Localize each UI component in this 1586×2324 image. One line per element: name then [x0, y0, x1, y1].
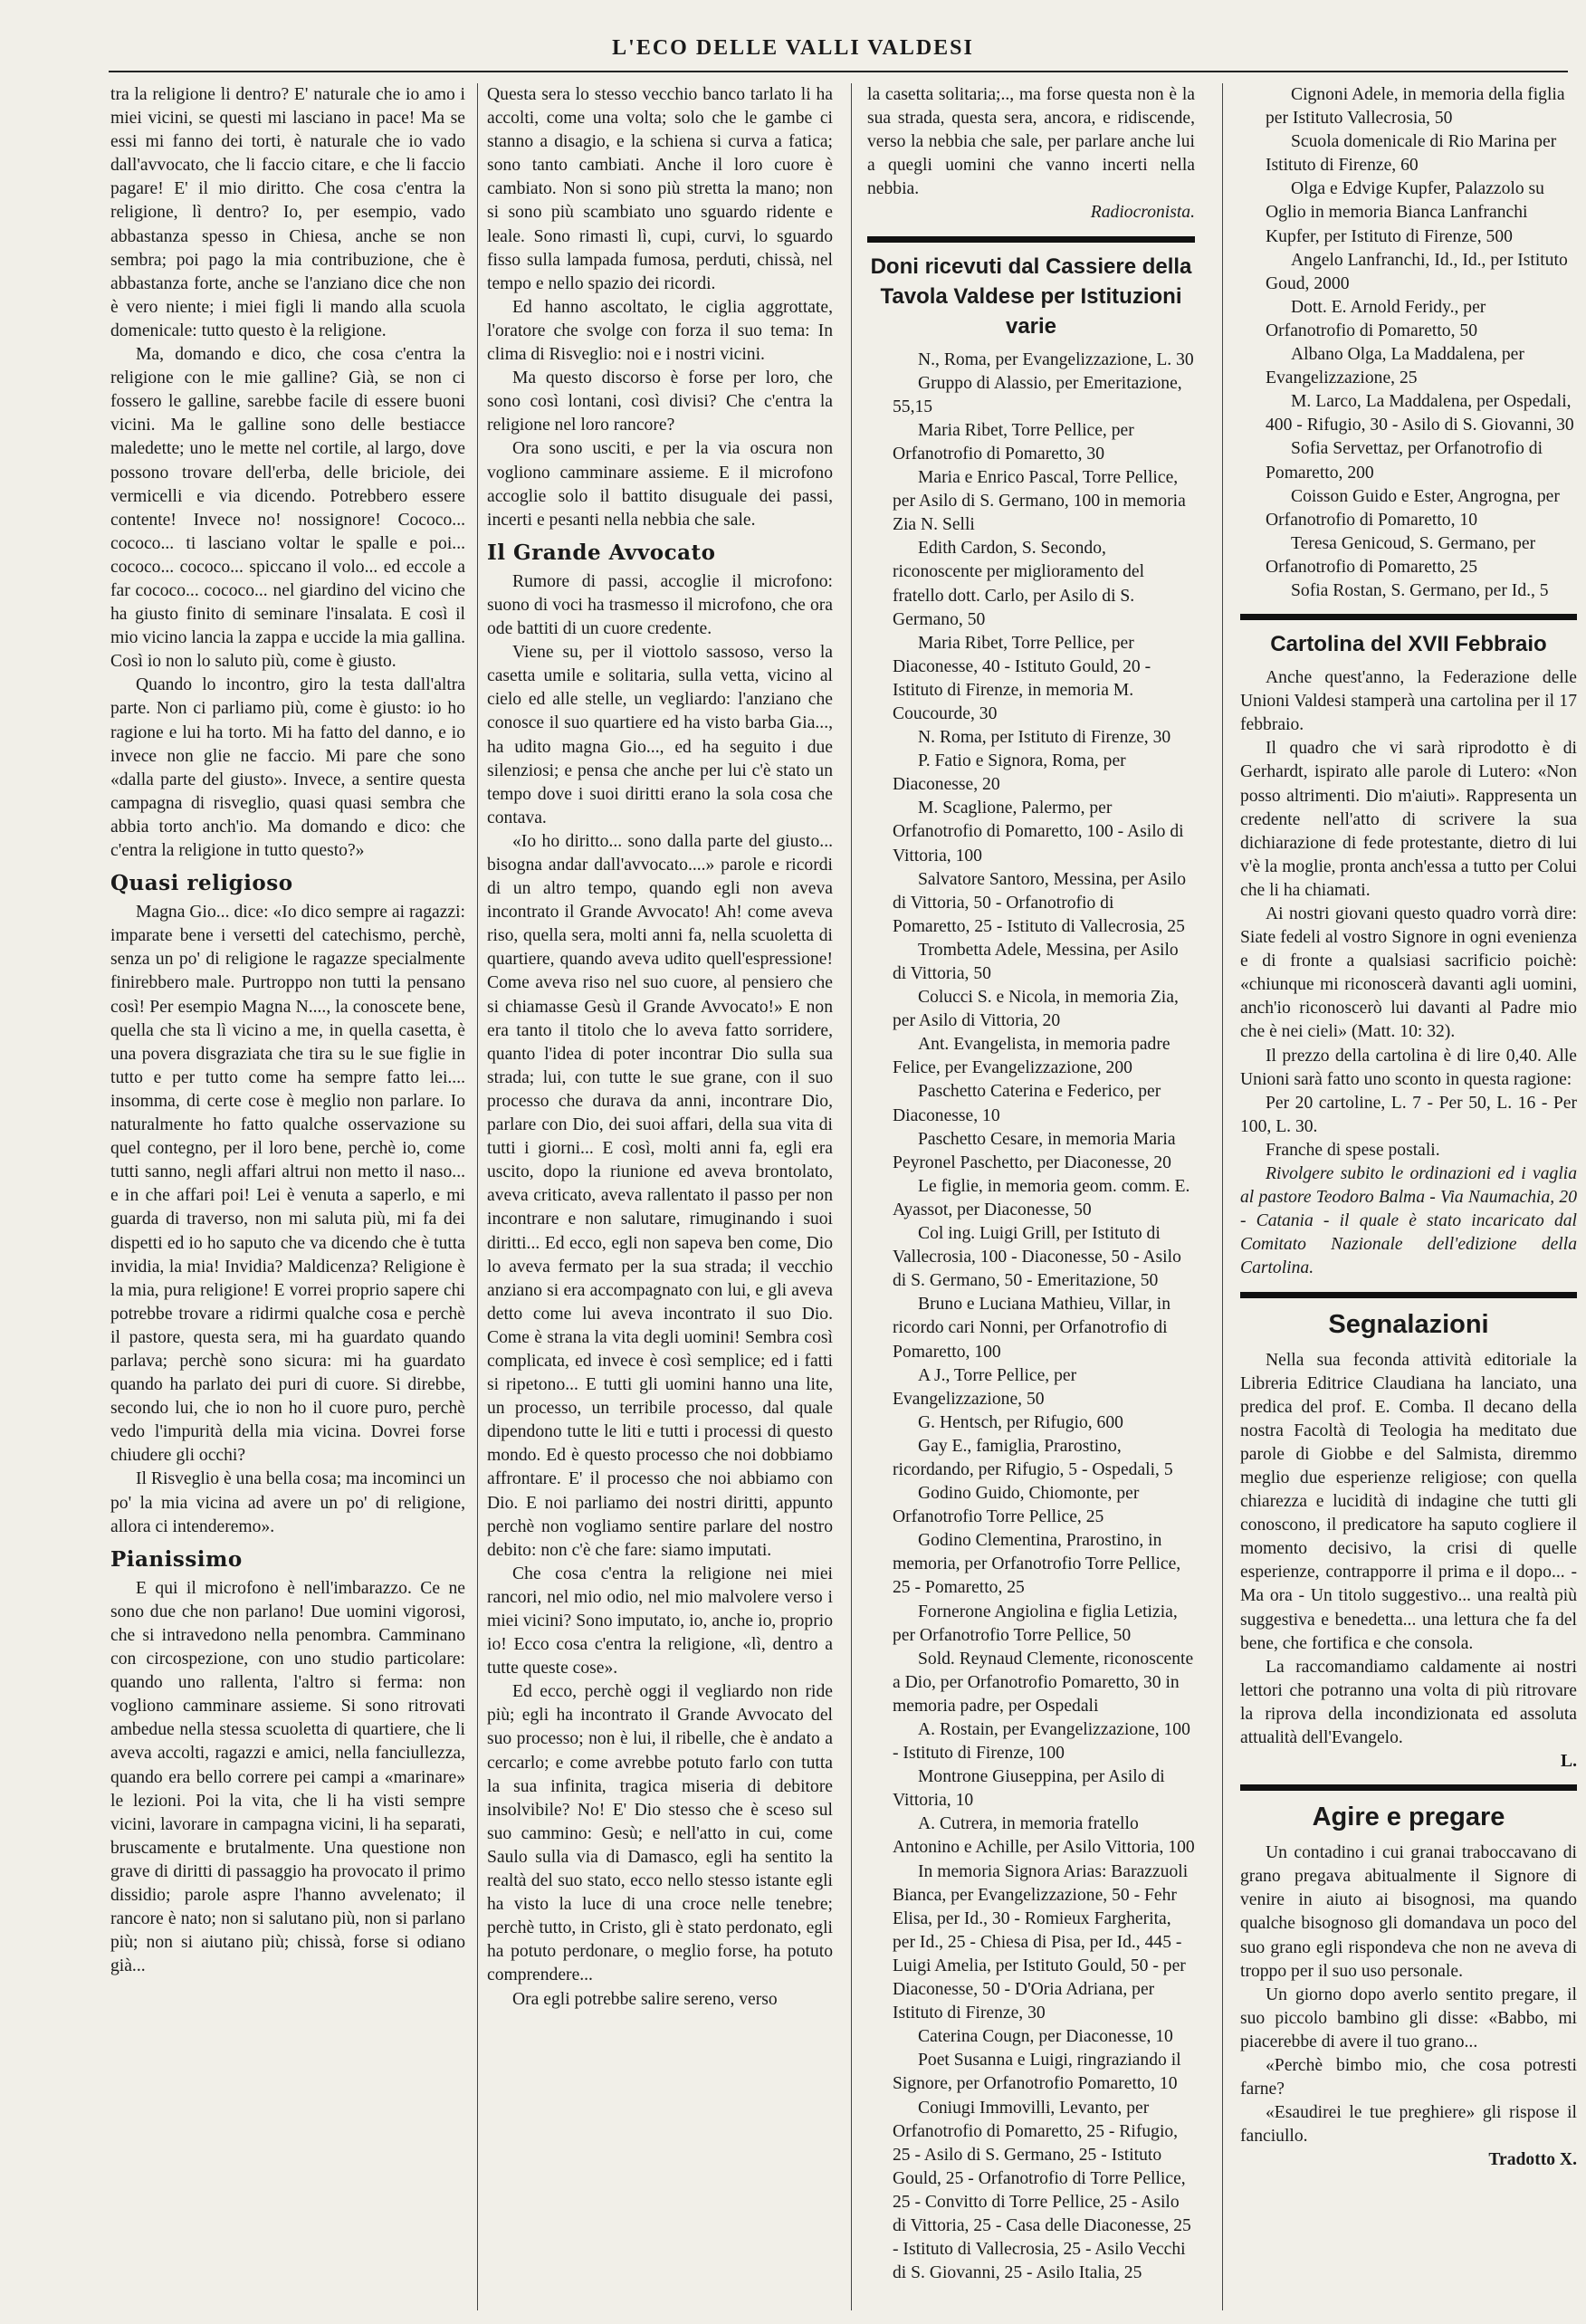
- article-paragraph: Il prezzo della cartolina è di lire 0,40. Alle Unioni sarà fatto uno sconto in questa ragione:: [1240, 1046, 1577, 1089]
- column-4: [1240, 83, 1577, 2310]
- article-paragraph: Che cosa c'entra la religione nei miei rancori, nel mio odio, nel mio malvolere verso i miei vicini? Sono imputato, io, anche io, proprio io! Ecco cosa c'entra la religione, «lì, dentro a tutte queste cose».: [487, 1564, 833, 1678]
- article-paragraph: «Esaudirei le tue preghiere» gli rispose il fanciullo.: [1240, 2103, 1577, 2147]
- article-signature: L.: [1561, 1752, 1577, 1772]
- article-paragraph: Magna Gio... dice: «Io dico sempre ai ragazzi: imparate bene i versetti del catechismo, perchè, senza un po' di religione le ragazze specialmente finirebbero male. Purtroppo non tutti la pensano così! Per esempio Magna N...., la conoscete bene, quella che sta lì vicino a me, in quella casetta, è una povera disgraziata che tira su le sue figlie in tutto e per tutto come ha sempre fatto lei.... insomma, di certe cose è meglio non parlare. Io naturalmente ho fatto qualche osservazione su quel contegno, per il loro bene, perchè io, come tutti sanno, negli affari altrui non metto il naso... e in che affari poi! Lei è venuta a saperlo, e mi guarda di traverso, non mi saluta più, mi fa dei dispetti ed io ho saputo che va dicendo che è tutta invidia, la mia! Invidia? Maldicenza? Religione è la mia, pura religione! E vorrei proprio sapere chi potrebbe trovare a ridirmi qualche cosa e perchè il pastore, questa sera, mi ha guardato quando parlava; perchè sono sicura: mi ha guardato quando ha parlato dei puri di cuore. Si direbbe, secondo lui, che io non ho il cuore puro, perchè vedo l'impurità della mia vicina. Dovrei forse chiudere gli occhi?: [110, 903, 465, 1466]
- donation-entry: Sofia Servettaz, per Orfanotrofio di Pomaretto, 200: [1266, 439, 1543, 483]
- section-rule: [1240, 1292, 1577, 1298]
- donation-entry: Bruno e Luciana Mathieu, Villar, in ricordo cari Nonni, per Orfanotrofio di Pomaretto, 100: [893, 1295, 1170, 1362]
- donation-entry: A J., Torre Pellice, per Evangelizzazione, 50: [893, 1365, 1077, 1409]
- header-rule: [109, 71, 1568, 72]
- donation-entry: G. Hentsch, per Rifugio, 600: [918, 1412, 1123, 1432]
- donation-entry: Caterina Cougn, per Diaconesse, 10: [918, 2027, 1173, 2047]
- article-paragraph: Il quadro che vi sarà riprodotto è di Gerhardt, ispirato alle parole di Lutero: «Non posso altrimenti. Dio m'aiuti». Rappresenta un credente nell'atto di scrivere la sua dichiarazione di fede protestante, dietro di lui v'è la moglie, pronta anch'essa a tutto per Colui che li ha chiamati.: [1240, 739, 1577, 900]
- donation-entry: N., Roma, per Evangelizzazione, L. 30: [918, 349, 1194, 369]
- article-paragraph: «Perchè bimbo mio, che cosa potresti farne?: [1240, 2056, 1577, 2099]
- article-paragraph: Ed ecco, perchè oggi il vegliardo non ride più; egli ha incontrato il Grande Avvocato del suo processo; non è lui, il ribelle, che è andato a cercarlo; e come avrebbe potuto farlo con tutta la sua infinita, tragica miseria di debitore insolvibile? No! E' Dio stesso che è sceso sul suo cammino: Gesù; e nell'atto in cui, come Saulo sulla via di Damasco, egli ha sentito la realtà del suo stato, ecco nello stesso istante egli ha visto la luce di una croce nelle tenebre; perchè tutto, in Cristo, gli è stato perdonato, egli ha potuto perdonare, o meglio forse, ha potuto comprendere...: [487, 1682, 833, 1985]
- article-paragraph: Un contadino i cui granai traboccavano di grano pregava abitualmente il Signore di venire in aiuto ai bisognosi, ma quando qualche bisognoso gli domandava un poco del suo grano egli rispondeva che non ne aveva di troppo per il suo uso personale.: [1240, 1843, 1577, 1981]
- donation-entry: Coisson Guido e Ester, Angrogna, per Orfanotrofio di Pomaretto, 10: [1266, 486, 1560, 530]
- donations-list: [867, 349, 1195, 2286]
- article-paragraph: Ma questo discorso è forse per loro, che sono così lontani, così divisi? Che c'entra la religione nel loro rancore?: [487, 368, 833, 435]
- article-paragraph: Rivolgere subito le ordinazioni ed i vaglia al pastore Teodoro Balma - Via Naumachia, 20 - Catania - il quale è stato incaricato dal Comitato Nazionale dell'edizione della Cartolina.: [1240, 1164, 1577, 1278]
- column-1: [110, 83, 465, 2310]
- article-paragraph: Ma, domando e dico, che cosa c'entra la religione con le mie galline? Già, se non ci fossero le galline, sarebbe facile di essere buoni vicini. Ma le galline sono delle bestiacce maledette; uno le mette nel cortile, al largo, dove possono trovare dell'erba, delle briciole, dei vermicelli e via dicendo. Potrebbero essere contente! Invece no! nossignore! Cococo... cococo... ti lasciano voltar le spalle e poi... cococo... cococo... spiccano il volo... ed eccole a far cococo... cococo... nel giardino del vicino che ha giusto finito di seminare l'insalata. E così il mio vicino lancia la zappa e uccide la mia gallina. Così io non lo saluto più, come è giusto.: [110, 345, 465, 672]
- donation-entry: A. Cutrera, in memoria fratello Antonino e Achille, per Asilo Vittoria, 100: [893, 1814, 1195, 1858]
- article-paragraph: Questa sera lo stesso vecchio banco tarlato li ha accolti, come una volta; solo che le gambe ci stanno a disagio, e la schiena si curva a fatica; sono tanto cambiati. Anche il loro cuore è cambiato. Non si sono più stretta la mano; non si sono più scambiato uno sguardo ridente e leale. Sono rimasti lì, cupi, curvi, lo sguardo fisso sulla lampada fumosa, perduti, chissà, nel tempo e nello spazio dei ricordi.: [487, 85, 833, 293]
- article-paragraph: Il Risveglio è una bella cosa; ma incominci un po' la mia vicina ad avere un po' di religione, allora ci intenderemo».: [110, 1469, 465, 1536]
- donation-entry: Cignoni Adele, in memoria della figlia per Istituto Vallecrosia, 50: [1266, 85, 1565, 129]
- donation-entry: Trombetta Adele, Messina, per Asilo di Vittoria, 50: [893, 940, 1179, 983]
- donation-entry: Sofia Rostan, S. Germano, per Id., 5: [1291, 580, 1549, 600]
- article-paragraph: Ora egli potrebbe salire sereno, verso: [512, 1989, 778, 2009]
- donation-entry: A. Rostain, per Evangelizzazione, 100 - Istituto di Firenze, 100: [893, 1720, 1190, 1764]
- cartolina-heading: Cartolina del XVII Febbraio: [1270, 632, 1547, 657]
- donation-entry: Maria Ribet, Torre Pellice, per Diaconesse, 40 - Istituto Gould, 20 - Istituto di Firenze, in memoria M. Coucourde, 30: [893, 633, 1151, 723]
- running-head: L'ECO DELLE VALLI VALDESI: [612, 36, 974, 60]
- donation-entry: Angelo Lanfranchi, Id., Id., per Istituto Goud, 2000: [1266, 250, 1568, 293]
- donation-entry: Maria Ribet, Torre Pellice, per Orfanotrofio di Pomaretto, 30: [893, 420, 1134, 464]
- donation-entry: Sold. Reynaud Clemente, riconoscente a Dio, per Orfanotrofio Pomaretto, 30 in memoria padre, per Ospedali: [893, 1649, 1194, 1716]
- donation-entry: Gruppo di Alassio, per Emeritazione, 55,15: [893, 373, 1182, 416]
- segnalazioni-heading: Segnalazioni: [1328, 1309, 1489, 1339]
- donation-entry: Paschetto Cesare, in memoria Maria Peyronel Paschetto, per Diaconesse, 20: [893, 1129, 1176, 1172]
- donation-entry: Godino Clementina, Prarostino, in memoria, per Orfanotrofio Torre Pellice, 25 - Pomaretto, 25: [893, 1531, 1181, 1598]
- section-rule: [1240, 1784, 1577, 1791]
- article-signature: Tradotto X.: [1488, 2150, 1577, 2170]
- donation-entry: Colucci S. e Nicola, in memoria Zia, per Asilo di Vittoria, 20: [893, 988, 1179, 1031]
- article-paragraph: Anche quest'anno, la Federazione delle Unioni Valdesi stamperà una cartolina per il 17 febbraio.: [1240, 668, 1577, 735]
- column-rule: [1222, 83, 1223, 2310]
- donation-entry: Olga e Edvige Kupfer, Palazzolo su Oglio in memoria Bianca Lanfranchi Kupfer, per Istituto di Firenze, 500: [1266, 179, 1544, 246]
- donation-entry: Maria e Enrico Pascal, Torre Pellice, per Asilo di S. Germano, 100 in memoria Zia N. Selli: [893, 468, 1186, 535]
- column-rule: [477, 83, 478, 2310]
- subheading-grande-avvocato: Il Grande Avvocato: [487, 540, 716, 565]
- article-paragraph: Viene su, per il viottolo sassoso, verso la casetta umile e solitaria, sulla vetta, vicino al cielo ed alle stelle, un vegliardo: l'anziano che conosce il suo quartiere ed ha visto barba Gia..., ha udito magna Gio..., ed ha seguito i due silenziosi; e pensa che anche per lui c'è stato un tempo dove i suoi diritti erano la sola cosa che contava.: [487, 643, 833, 827]
- donation-entry: Poet Susanna e Luigi, ringraziando il Signore, per Orfanotrofio Pomaretto, 10: [893, 2051, 1181, 2094]
- donation-entry: Gay E., famiglia, Prarostino, ricordando, per Rifugio, 5 - Ospedali, 5: [893, 1436, 1173, 1479]
- donations-list: [1240, 83, 1577, 603]
- article-paragraph: Nella sua feconda attività editoriale la Libreria Editrice Claudiana ha lanciato, una predica del prof. E. Comba. Il decano della nostra Facoltà di Teologia ha meditato due parole di Giobbe e del Salmista, diremmo meglio due esperienze religiose; con quella chiarezza e lucidità di indagine che tutti gli conoscono, il predicatore ha saputo cogliere il momento decisivo, la crisi di quelle esperienze, contrapporre il prima e il dopo... - Ma ora - Un titolo suggestivo... una realtà più suggestiva e benedetta... una lettura che fa del bene, che fortifica e che consola.: [1240, 1350, 1577, 1653]
- article-paragraph: Ai nostri giovani questo quadro vorrà dire: Siate fedeli al vostro Signore in ogni evenienza e di fronte a qualsiasi sacrificio poichè: «chiunque mi riconoscerà davanti agli uomini, anch'io riconoscerò lui davanti al Padre mio che è nei cieli» (Matt. 10: 32).: [1240, 904, 1577, 1042]
- donation-entry: Dott. E. Arnold Feridy., per Orfanotrofio di Pomaretto, 50: [1266, 297, 1486, 340]
- donation-entry: Ant. Evangelista, in memoria padre Felice, per Evangelizzazione, 200: [893, 1035, 1170, 1078]
- article-paragraph: Un giorno dopo averlo sentito pregare, il suo piccolo bambino gli disse: «Babbo, mi piacerebbe di avere il tuo grano...: [1240, 1984, 1577, 2051]
- donation-entry: In memoria Signora Arias: Barazzuoli Bianca, per Evangelizzazione, 50 - Fehr Elisa, per Id., 30 - Romieux Fargherita, per Id., 25 - Chiesa di Pisa, per Id., 445 - Luigi Amelia, per Istituto Gould, 50 - per Diaconesse, 50 - D'Oria Adriana, per Istituto di Firenze, 30: [893, 1861, 1189, 2023]
- column-3: [867, 83, 1195, 2310]
- donation-entry: Godino Guido, Chiomonte, per Orfanotrofio Torre Pellice, 25: [893, 1484, 1140, 1527]
- donation-entry: Salvatore Santoro, Messina, per Asilo di Vittoria, 50 - Orfanotrofio di Pomaretto, 25 - Istituto di Vallecrosia, 25: [893, 869, 1187, 936]
- subheading-pianissimo: Pianissimo: [110, 1546, 243, 1572]
- donation-entry: Fornerone Angiolina e figlia Letizia, per Orfanotrofio Torre Pellice, 50: [893, 1602, 1178, 1645]
- donation-entry: M. Larco, La Maddalena, per Ospedali, 400 - Rifugio, 30 - Asilo di S. Giovanni, 30: [1266, 392, 1574, 435]
- article-paragraph: La raccomandiamo caldamente ai nostri lettori che potranno una volta di più ritrovare la riprova della incondizionata ed assoluta attualità dell'Evangelo.: [1240, 1657, 1577, 1747]
- donation-entry: P. Fatio e Signora, Roma, per Diaconesse, 20: [893, 751, 1126, 795]
- donations-heading: Doni ricevuti dal Cassiere della Tavola Valdese per Istituzioni varie: [870, 253, 1192, 339]
- article-signature: Radiocronista.: [1090, 203, 1195, 223]
- donation-entry: Edith Cardon, S. Secondo, riconoscente per miglioramento del fratello dott. Carlo, per Asilo di S. Germano, 50: [893, 539, 1145, 629]
- section-rule: [1240, 614, 1577, 620]
- donation-entry: Col ing. Luigi Grill, per Istituto di Vallecrosia, 100 - Diaconesse, 50 - Asilo di S. Germano, 50 - Emeritazione, 50: [893, 1224, 1181, 1291]
- donation-entry: Montrone Giuseppina, per Asilo di Vittoria, 10: [893, 1767, 1165, 1811]
- article-paragraph: Franche di spese postali.: [1266, 1140, 1440, 1160]
- article-paragraph: Rumore di passi, accoglie il microfono: suono di voci ha trasmesso il microfono, che ora ode battiti di un cuore credente.: [487, 571, 833, 639]
- article-paragraph: Per 20 cartoline, L. 7 - Per 50, L. 16 - Per 100, L. 30.: [1240, 1093, 1577, 1136]
- donation-entry: Teresa Genicoud, S. Germano, per Orfanotrofio di Pomaretto, 25: [1266, 533, 1536, 577]
- donation-entry: Albano Olga, La Maddalena, per Evangelizzazione, 25: [1266, 345, 1524, 388]
- donation-entry: N. Roma, per Istituto di Firenze, 30: [918, 728, 1171, 748]
- article-paragraph: Ed hanno ascoltato, le ciglia aggrottate, l'oratore che svolge con forza il suo tema: In clima di Risveglio: noi e i nostri vicini.: [487, 297, 833, 365]
- column-2: [487, 83, 833, 2310]
- article-paragraph: tra la religione li dentro? E' naturale che io amo i miei vicini, se questi mi lasciano in pace! Ma se essi mi fanno dei torti, è naturale che io vado dall'avvocato, che li faccio citare, e che li faccio pagare! E' il mio diritto. Che cosa c'entra la religione, lì dentro? Io, per esempio, vado abbastanza spesso in Chiesa, anche se non sembra; poi pago la mia contribuzione, che è abbastanza forte, anche se l'anziano dice che non è vero niente; i miei figli li mando alla scuola domenicale: tutto questo è la religione.: [110, 85, 465, 340]
- donation-entry: Coniugi Immovilli, Levanto, per Orfanotrofio di Pomaretto, 25 - Rifugio, 25 - Asilo di S. Germano, 25 - Istituto Gould, 25 - Orfanotrofio di Torre Pellice, 25 - Convitto di Torre Pellice, 25 - Asilo di Vittoria, 25 - Casa delle Diaconesse, 25 - Istituto di Vallecrosia, 25 - Asilo Vecchi di S. Giovanni, 25 - Asilo Italia, 25: [893, 2098, 1191, 2283]
- donation-entry: Paschetto Caterina e Federico, per Diaconesse, 10: [893, 1082, 1161, 1125]
- donation-entry: M. Scaglione, Palermo, per Orfanotrofio di Pomaretto, 100 - Asilo di Vittoria, 100: [893, 799, 1184, 866]
- donation-entry: Scuola domenicale di Rio Marina per Istituto di Firenze, 60: [1266, 132, 1557, 176]
- subheading-quasi-religioso: Quasi religioso: [110, 871, 293, 896]
- article-paragraph: Ora sono usciti, e per la via oscura non vogliono camminare assieme. E il microfono accoglie solo il battito disuguale dei passi, incerti e pesanti nella nebbia che sale.: [487, 439, 833, 530]
- article-paragraph: E qui il microfono è nell'imbarazzo. Ce ne sono due che non parlano! Due uomini vigorosi, che si intravedono nella penombra. Camminano con circospezione, con uno studio particolare: quando uno rallenta, l'altro si ferma: non vogliono camminare assieme. Si sono ritrovati ambedue nella stessa scuoletta di quartiere, che li aveva accolti, ragazzi e amici, nella fanciullezza, quando era bello correre pei campi a «marinare» le lezioni. Poi la vita, che li ha visti sempre vicini, lavorare in campagna vicini, li ha separati, bruscamente e brutalmente. Una questione non grave di diritti di passaggio ha provocato il primo dissidio; parole aspre l'hanno avvelenato; il rancore è nato; non si salutano più, non si parlano più; non si aiutano più; chissà, forse si odiano già...: [110, 1578, 465, 1976]
- donation-entry: Le figlie, in memoria geom. comm. E. Ayassot, per Diaconesse, 50: [893, 1176, 1190, 1219]
- article-paragraph: la casetta solitaria;.., ma forse questa non è la sua strada, questa sera, ancora, e ridiscende, verso la nebbia che sale, per parlare anche lui a quegli uomini che vanno incerti nella nebbia.: [867, 85, 1195, 199]
- article-paragraph: «Io ho diritto... sono dalla parte del giusto... bisogna andar dall'avvocato....» parole e ricordi di un altro tempo, quando egli non aveva incontrato il Grande Avvocato! Ah! come aveva riso, quella sera, molti anni fa, nella scuoletta di quartiere, quando aveva udito quell'espressione! Come aveva riso nel suo cuore, al pensiero che si chiamasse Gesù il Grande Avvocato!» E non era tanto il titolo che lo aveva fatto sorridere, quanto l'idea di poter incontrar Dio sulla sua strada; lui, con tutte le sue grane, con il suo processo che durava da anni, incontrare Dio, parlare con Dio, dei suoi affari, della sua vita di tutti i giorni... E così, molti anni fa, egli era uscito, dopo la riunione ed aveva brontolato, aveva criticato, aveva rallentato il passo per non incontrare e non salutare, rimuginando i suoi diritti... Ed ecco, egli non sapeva ben come, Dio lo aveva fermato per la sua strada; il vecchio anziano si era accompagnato con lui, e gli aveva detto come lui aveva incontrato il suo Dio. Come è strana la vita degli uomini! Sembra così complicata, ed invece è così semplice; ed i fatti si ripetono... E tutti gli uomini hanno una lite, un processo, un terribile processo, dal quale dipendono tutte le liti e tutti i processi di questo mondo. Ed è questo processo che noi dobbiamo affrontare. E' il processo che noi abbiamo con Dio. E noi parliamo dei nostri diritti, appunto perchè non vogliamo sentire parlare del nostro debito: non c'è che fare: siamo imputati.: [487, 831, 833, 1560]
- agire-heading: Agire e pregare: [1312, 1803, 1505, 1832]
- column-rule: [851, 83, 852, 2310]
- article-paragraph: Quando lo incontro, giro la testa dall'altra parte. Non ci parliamo più, come è giusto: io ho ragione e lui ha torto. Mi ha fatto del danno, e io invece non glie ne faccio. Mi pare che sono «dalla parte del giusto». Invece, a sentire questa campagna di risveglio, quasi quasi sembra che abbia torto anch'io. Ma domando e dico: che c'entra la religione in tutto questo?»: [110, 675, 465, 860]
- section-rule: [867, 236, 1195, 243]
